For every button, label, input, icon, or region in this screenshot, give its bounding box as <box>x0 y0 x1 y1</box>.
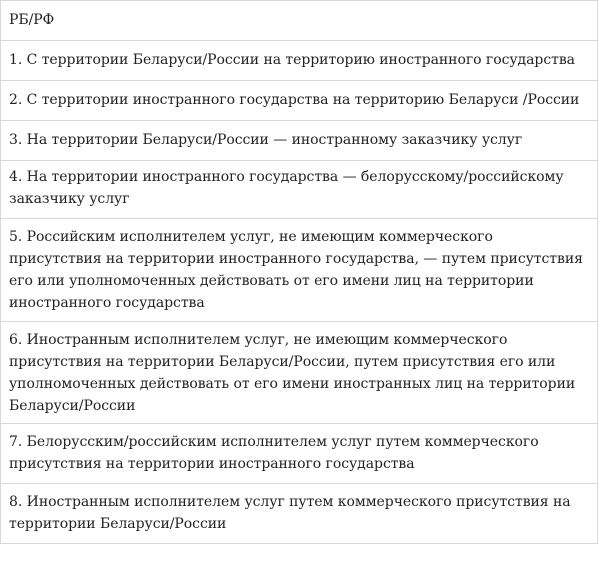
table-row <box>0 423 598 484</box>
table-cell: 1. С территории Беларуси/России на территорию иностранного государства <box>9 52 575 68</box>
table-cell: 5. Российским исполнителем услуг, не имеющим коммерческого присутствия на территории иностранного государства, — путем присутствия его или уполномоченных действовать от его имени лиц на территории иностранного государства <box>9 229 583 311</box>
table-cell: 4. На территории иностранного государства — белорусскому/российскому заказчику услуг <box>9 169 564 207</box>
table-row <box>0 218 598 322</box>
table-cell: 6. Иностранным исполнителем услуг, не имеющим коммерческого присутствия на территории Беларуси/России, путем присутствия его или уполномоченных действовать от его имени иностранных лиц на территории Беларуси/России <box>9 332 576 414</box>
table-row <box>0 321 598 424</box>
table-row <box>0 483 598 544</box>
table-header-cell: РБ/РФ <box>9 12 55 28</box>
table-row <box>0 80 598 121</box>
table-row <box>0 120 598 161</box>
table-row <box>0 40 598 81</box>
table-header-row <box>0 0 598 41</box>
table-cell: 7. Белорусским/российским исполнителем услуг путем коммерческого присутствия на территории иностранного государства <box>9 434 539 472</box>
table-cell: 8. Иностранным исполнителем услуг путем коммерческого присутствия на территории Беларуси/России <box>9 494 571 532</box>
table-cell: 3. На территории Беларуси/России — иностранному заказчику услуг <box>9 132 523 148</box>
table-cell: 2. С территории иностранного государства на территорию Беларуси /России <box>9 92 580 108</box>
table-row <box>0 160 598 219</box>
